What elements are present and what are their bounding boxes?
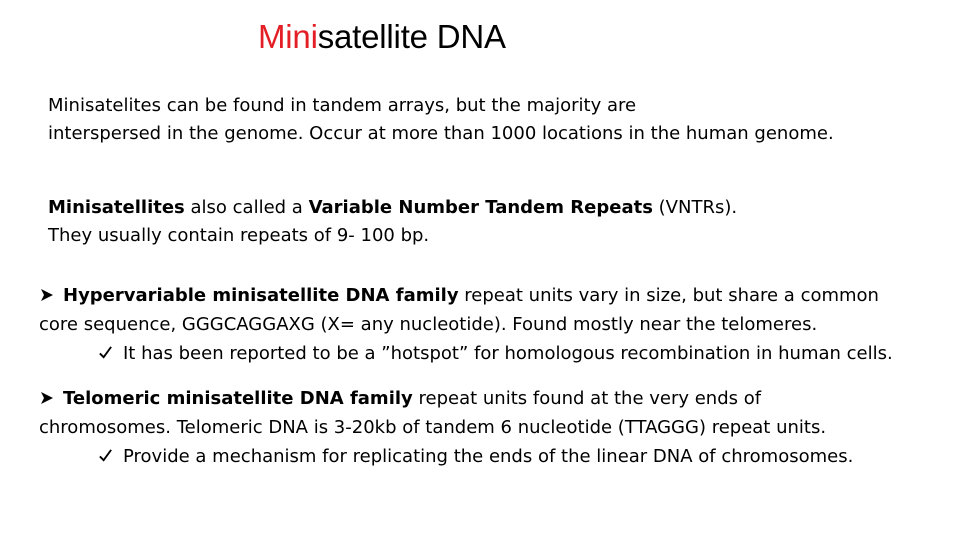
term-minisatellites: Minisatellites [48, 197, 185, 218]
checkmark-icon [98, 448, 113, 463]
title-rest: satellite DNA [317, 18, 506, 55]
paragraph-vntr [48, 194, 737, 250]
sub-bullet-replication [39, 442, 853, 471]
bullet-hypervariable [39, 281, 893, 368]
arrow-bullet-icon [39, 287, 55, 303]
title-accent: Mini [258, 18, 318, 55]
term-vntr: Variable Number Tandem Repeats [308, 197, 653, 218]
paragraph-vntr-line-1 [48, 194, 737, 222]
vntr-text-1: also called a [184, 197, 309, 218]
term-hypervariable: Hypervariable minisatellite DNA family [63, 285, 459, 306]
bullet-telomeric-line-2: chromosomes. Telomeric DNA is 3-20kb of tandem 6 nucleotide (TTAGGG) repeat units. [39, 417, 827, 438]
paragraph-intro-line-2: interspersed in the genome. Occur at more than 1000 locations in the human genome. [48, 123, 834, 144]
bullet-hypervariable-line-1 [39, 281, 893, 310]
checkmark-icon [98, 345, 113, 360]
paragraph-vntr-line-2: They usually contain repeats of 9- 100 bp. [48, 225, 430, 246]
sub-bullet-hotspot [39, 339, 893, 368]
sub-bullet-replication-text: Provide a mechanism for replicating the ends of the linear DNA of chromosomes. [123, 446, 854, 467]
sub-bullet-hotspot-text: It has been reported to be a ”hotspot” for homologous recombination in human cells. [123, 343, 893, 364]
bullet-telomeric-text: repeat units found at the very ends of [412, 388, 762, 409]
bullet-telomeric [39, 384, 853, 471]
paragraph-intro [48, 92, 834, 148]
bullet-hypervariable-line-2: core sequence, GGGCAGGAXG (X= any nucleotide). Found mostly near the telomeres. [39, 314, 818, 335]
arrow-bullet-icon [39, 390, 55, 406]
bullet-hypervariable-text: repeat units vary in size, but share a common [458, 285, 879, 306]
vntr-text-2: (VNTRs). [652, 197, 738, 218]
term-telomeric: Telomeric minisatellite DNA family [63, 388, 413, 409]
paragraph-intro-line-1: Minisatelites can be found in tandem arrays, but the majority are [48, 95, 637, 116]
bullet-telomeric-line-1 [39, 384, 853, 413]
slide-title [258, 18, 506, 56]
